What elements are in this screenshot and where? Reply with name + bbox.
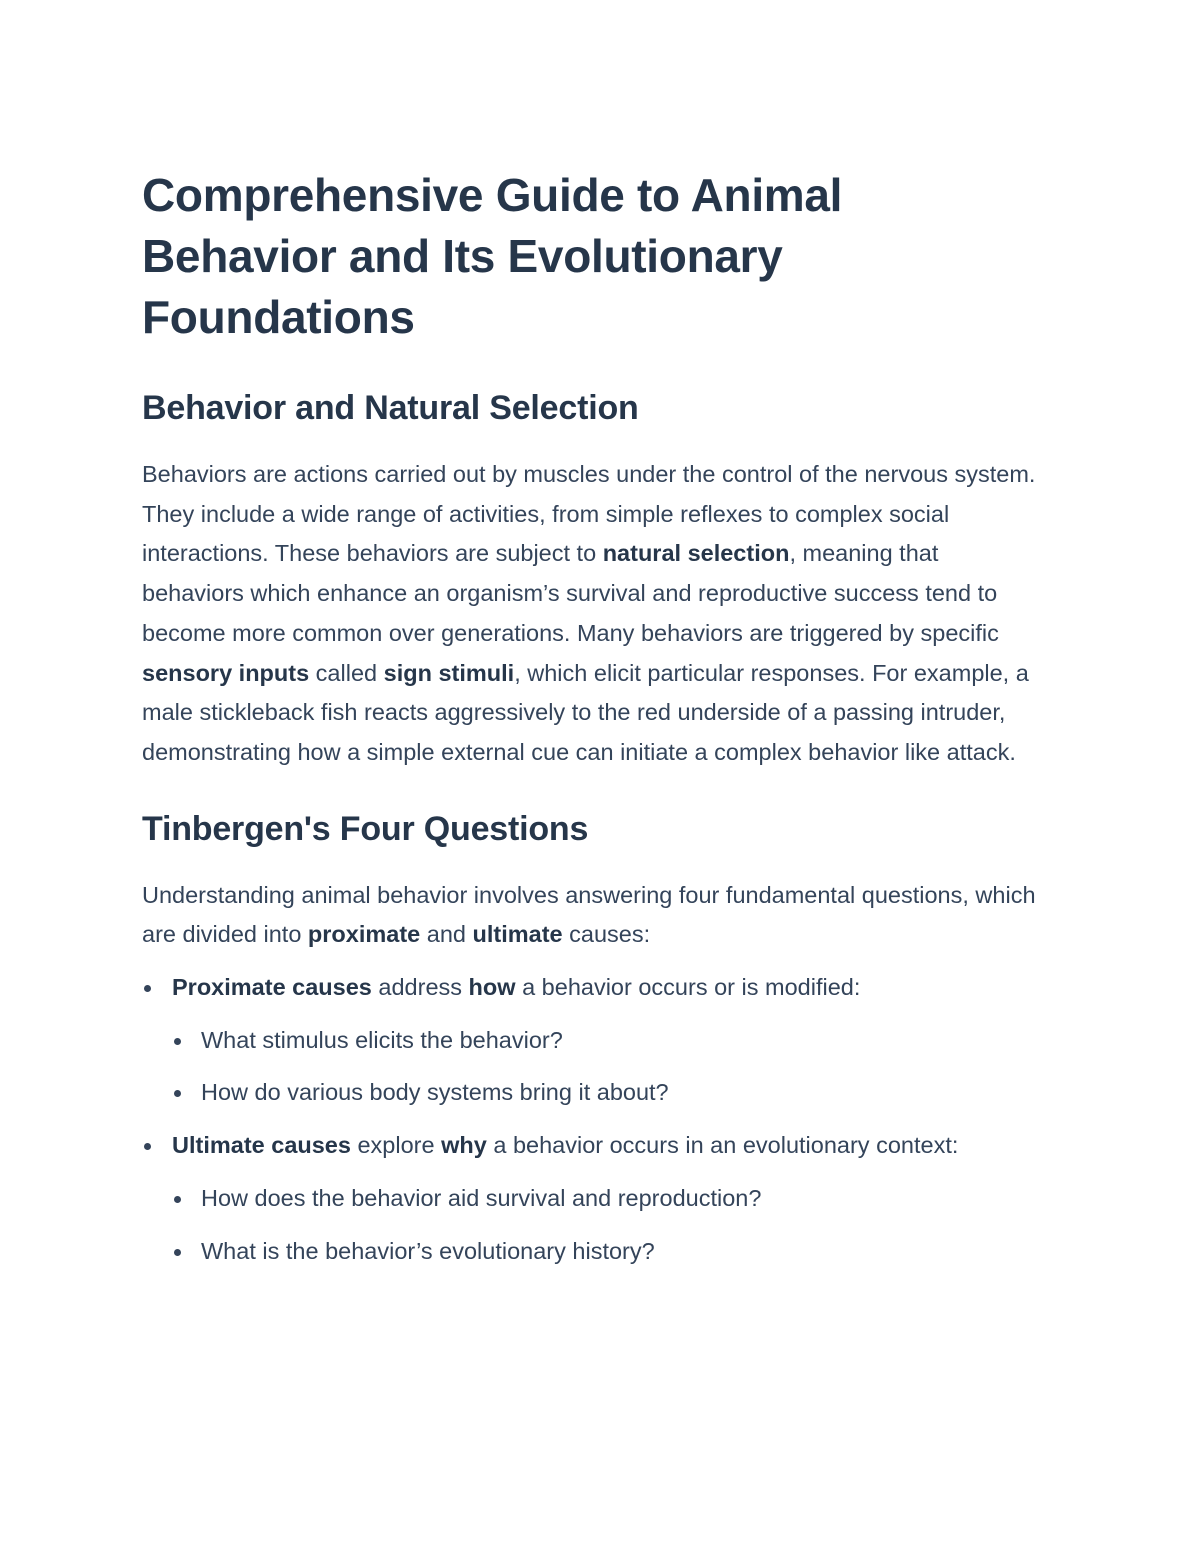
- list-item-text: a behavior occurs in an evolutionary context:: [486, 1132, 959, 1159]
- natural-selection-paragraph: [142, 455, 1042, 773]
- section-heading-natural-selection: Behavior and Natural Selection: [142, 389, 639, 427]
- paragraph-text: causes:: [562, 921, 651, 948]
- paragraph-text: , meaning that behaviors which enhance an organism’s survival and reproductive success tend to become more common over generations. Many behaviors are triggered by specific: [142, 540, 999, 646]
- paragraph-text: and: [420, 921, 473, 948]
- section-heading-tinbergen: Tinbergen's Four Questions: [142, 809, 589, 848]
- causes-list: [142, 968, 1042, 1271]
- term-sensory-inputs: sensory inputs: [142, 659, 310, 686]
- paragraph-text: , which elicit particular responses. For example, a male stickleback fish reacts aggressively to the red underside of a passing intruder, demonstrating how a simple external cue can initiate a complex behavior like attack.: [142, 659, 1029, 765]
- paragraph-text: called: [309, 659, 384, 686]
- list-item: How does the behavior aid survival and reproduction?: [172, 1179, 1042, 1219]
- list-item: How do various body systems bring it about?: [172, 1073, 1042, 1113]
- list-item: What stimulus elicits the behavior?: [172, 1021, 1042, 1061]
- list-item-proximate-causes: [142, 968, 1042, 1113]
- term-proximate: proximate: [307, 921, 421, 948]
- term-how: how: [468, 974, 516, 1001]
- term-proximate-causes: Proximate causes: [172, 974, 372, 1001]
- list-item-ultimate-causes: [142, 1126, 1042, 1271]
- list-item-text: address: [371, 974, 469, 1001]
- tinbergen-intro-paragraph: [142, 876, 1042, 955]
- term-ultimate-causes: Ultimate causes: [172, 1132, 351, 1159]
- term-ultimate: ultimate: [472, 921, 563, 948]
- term-why: why: [441, 1132, 487, 1159]
- list-item-text: explore: [350, 1132, 442, 1159]
- document-page: [142, 165, 1042, 1284]
- paragraph-text: Understanding animal behavior involves answering four fundamental questions, which are divided into: [142, 881, 1036, 948]
- ultimate-questions-list: [172, 1179, 1042, 1271]
- term-sign-stimuli: sign stimuli: [383, 659, 515, 686]
- list-item-text: a behavior occurs or is modified:: [515, 974, 861, 1001]
- paragraph-text: Behaviors are actions carried out by muscles under the control of the nervous system. They include a wide range of activities, from simple reflexes to complex social interactions. These behaviors are subject to: [142, 461, 1036, 567]
- document-title: Comprehensive Guide to Animal Behavior and Its Evolutionary Foundations: [142, 169, 843, 343]
- term-natural-selection: natural selection: [602, 540, 790, 567]
- list-item: What is the behavior’s evolutionary history?: [172, 1232, 1042, 1272]
- proximate-questions-list: [172, 1021, 1042, 1113]
